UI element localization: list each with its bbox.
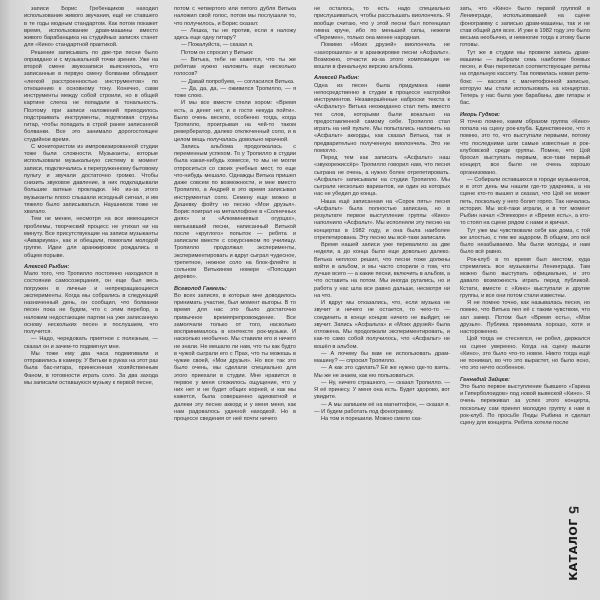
paragraph: Тем не менее, несмотря на все имеющиеся проблемы, творческий процесс не утихал ни на минуту. Все присутствующие на записи музыканты «Аквариума», как и обещали, помогали молодой группе. Идеи для аранжировок рождались в общем порыве. [24, 216, 158, 259]
paragraph: — А как это сделать? Её же нужно где-то взять. Мы же не знаем, как ею пользоваться. [314, 365, 450, 379]
paragraph: Перед тем как записать «Асфальт» наш «звукорежиссёр» Тропилло говорил нам, что песня сыграна не очень, а нужно более отрепетировать. «Асфальт» записывали на студии Тропилло. Мы сыграли несколько вариантов, ни один из которых нас не убедил до конца. [314, 155, 450, 198]
text-column-1 [24, 6, 158, 594]
paragraph: — Давай попробуем, — согласился Витька. [181, 78, 295, 85]
paragraph: Мы тоже ему два часа подмигивали и отправились в камеру. У Витьки в руках на этот раз была бас-гитара, принесенная хозяйственным Фаном, в готовности играть соло. За два захода мы записали оставшуюся музыку к первой песне, [24, 350, 158, 386]
paragraph: — Собирали оставшихся в городе музыкантов, и в этот день мы нашли где-то ударника, а на сцене кто-то вышел и сказал, что Цой не может петь, поскольку у него болит горло. Так началась история. Мы всё-таки играли, и в тот момент Рыбин начал «Элеккоре» и «Время есть», а кто-то стоял на сцене рядом с нами и кричал. [460, 176, 590, 227]
paragraph: Я точно помню, каким образом группа «Кино» попала на сцену рок-клуба. Единственное, что я помню, это то, что выступали первыми, потому что последними шли самые известные в рок-клубовской среде группы. Помню, что Цой бросил выступать первым, все-таки первый концерт, все было не очень хорошо организовано. [460, 118, 590, 176]
paragraph: — А почему бы вам не использовать драм-машину? — спросил Тропилло. [314, 350, 450, 364]
paragraph: — Пожалуйста, — сказал я. [181, 42, 254, 49]
text-column-3 [314, 6, 450, 594]
paragraph: Запись альбома продолжалась с переменным успехом. То у Тропилло в студии была какая-нибудь хомессе, то мы не могли отпроситься со своих учебных мест, то еще что-нибудь мешало. Однажды Витька пришел даже совсем по возможности, и мне вместо Тропилло, а Андрей в это время записывал инструментал соло. Семену еще можно в Дешевку фойту но песню «Мои друзья». Борис поиграл на металлофоне в «Солнечных днях» и «Алюминиевых огурцах», мелькавший песни, написанный Витькой после «круглого» попыток — ребята и записали вместе с сокурсником по училищу. Тропилло продолжал эксперименты, экспериментировать и вдруг сыграл чудесное, трепетное, нежное соло на блок-флейте в сольном Витькином номере «Попсадил дерево». [174, 143, 296, 281]
paragraph: зать, что «Кино» было первой группой в Ленинграде, использовавшей на сцене фонограмму с записью драм-машины, так и не став общей для всех. И уже в 1982 году это было весьма необычно, и немногие тогда к этому были готовы. [460, 6, 590, 49]
text-column-2 [174, 6, 296, 594]
speaker-name: Геннадий Зайцев: [460, 376, 510, 383]
paragraph: С монитористом из импровизированной студии тоже были сложности. Музыканты, которые использовали музыкальную систему в момент записи, подключались к перегруженному бытовому пульту и звучали достаточно громко. Чтобы снизить звуковое давление, в них подкладывали большие ватные прокладки. Но из-за этого музыканты плохо слышали исходный сигнал, и им тяжело было записываться. Наушников тоже не хватало. [24, 143, 158, 215]
paragraph: И мы все вместе спели хором: «Время есть, а денег нет, и в гости некуда пойти». Было очень весело, особенно тогда, когда Тропилло, проигрывая на чей-то таком ревербератор, далеко отключенный соло, и в целом вещь получалась довольно мрачной. [174, 100, 296, 143]
paragraph: — Да, да, да, — оживился Тропилло, — я тоже слою. [174, 85, 296, 99]
paragraph: — Надо, чередовать приятное с полезным, — сказал он и зачем-то подмигнул мне. [24, 336, 158, 350]
brand-logo [550, 517, 596, 581]
paragraph: Решение записывать по две-три песни было оправдано и с музыкальной точки зрения. Уже на второй смене звукозаписи выяснилось, что записанные в первую смену болванки обладают «легкой расстроенностью инструментов» по отношению к основному тону. Конечно, сами инструменты между собой строили, но в общей картине слегка не попадали в тональность. Поэтому при записи наложений приходилось подстраивать инструменты, подтягивая струны гитар, чтобы попадать в строй ранее записанной болванки. Все это занимало дорогостоящее студийное время. [24, 49, 158, 143]
brand-logo-text: КАТАЛОГ [566, 517, 580, 581]
paragraph: Цой тогда не стеснялся, не робел, держался на сцене уверенно. Когда на сцену вышли «Кино», это было что-то новое. Никто тогда ещё не понимал, во что это вырастет, но было ясно, что это нечто особенное. [460, 336, 590, 372]
page-fold-shadow [0, 0, 12, 600]
paragraph: Наша ещё записанная на «Сорок пять» песня «Асфальт» была полностью записана, но в результате первое выступление группы «Кино» наполнило «Асфальт». Мы исполняли эту песню на концертах в 1982 году, и она была наиболее отрепетирована. Эту песню мы всё-таки записали. [314, 198, 450, 241]
paragraph: Потом он спросил у Витьки: [181, 49, 254, 56]
paragraph: Тут уже мы чувствовали себя как дома, с той же злостью, с тем же задором. В общем, это всё было незабываемо. Мы были молоды, и нам было всё равно. [460, 227, 590, 256]
paragraph: Мало того, что Тропилло постоянно находился в состоянии самосозерцания, он еще был весь погружен в личные и непрекращающиеся эксперименты. Когда мы собрались в следующий назначенный день, он сообщил, что болванки песен пока не будем, что с этим перебор, а наложим недостающие партии на уже записанную основу нескольких песен и послушаем, что получится. [24, 271, 158, 335]
paragraph: Время нашей записи уже перевалило за две недели, а до конца было еще довольно далеко. Витька неплохо решил, что песни тоже должны войти в альбом, и мы часто спорили о том, что лучше всего — а какие песни, включить в альбом, а что оставить на потом. Мы иногда ругались, но и работа у нас шла все равно дальше, несмотря ни на что. [314, 242, 450, 299]
paragraph: потом с четвертого или пятого дубля Витька наложил свой голос, потом мы послушали то, что получилось, и Борис сказал: [174, 6, 296, 27]
paragraph: Помимо «Моих друзей» виолончель не «захорошила» и в аранжировке песни «Асфальт». Возможно, отчасти из-за этого композиции не вошли в финальную версию альбома. [314, 42, 450, 70]
paragraph: И вдруг мы отказались, что, если музыка не звучит и ничего не остается, то чего-то — соединить в конце концов ничего не выйдет, не звучит. Запись «Асфальта» и «Моих друзей» была отложена. Мы продолжали экспериментировать, и как-то само собой получилось, что «Асфальт» не вошёл в альбом. [314, 300, 450, 350]
paragraph: записи Борис Гребенщиков находил использование живого звучания, ещё не ставшего в те годы модным стандартом. Как потом покажет время, использование драм-машины вместо живого барабанщика на студийных записях станет для «Кино» стандартной практикой. [24, 6, 158, 49]
page-number: 5 [566, 506, 582, 514]
paragraph: Рок-клуб в то время был местом, куда стремились все музыканты Ленинграда. Там можно было выступать официально, и это давало возможность играть перед публикой. Кстати, вместе с «Кино» выступали и другие группы, и все они потом стали известны. [460, 256, 590, 299]
paragraph: Тут же в студии мы провели запись драм-машины — выбрали семь наиболее боевых песен, и Фан переписал соответствующие ритмы на отдельную кассету. Так появилась новая ритм-бокс — кассета с магнитофонной записью, которую мы стали использовать на концертах. Теперь у нас была уже барабаны, две гитары и бас. [460, 49, 590, 107]
paragraph: Одна из песен была придумана нами непосредственно в студии в процессе настройки инструментов. Незавершённые наброски текста к «Асфальту» Витька неожиданно стал петь вместо тех слов, которыми были вокально на предоставленной самому себе. Тропилло стал играть на ней пульте. Мы попытались наложить на «Асфальт» аккорды, как сказал Витька, так и предварительно полученную виолончель. Это не помогло. [314, 82, 450, 154]
speaker-name: Всеволод Гаккель: [174, 285, 227, 292]
paragraph: На том и порешили. Можно смело ска- [321, 416, 423, 422]
speaker-name: Алексей Рыбин: [314, 75, 360, 82]
speaker-name: Алексей Рыбин: [24, 263, 70, 270]
paragraph: не осталось, то есть надо специально прислушиваться, чтобы расслышать виолончель. Я вообще считаю, что у этой песни был потенциал гимна круче, ибо по меньшей силы, нежели «Перемен», только она менее народная. [314, 6, 450, 41]
paragraph: — Витька, тебе не кажется, что ты же ребятам нужно наложить еще несколько голосов? [174, 56, 296, 78]
paragraph: — Ну, ничего страшного, — сказал Тропилло. — Я её принесу. У меня она есть. Будет здорово, вот увидите. [314, 379, 450, 401]
paragraph: — А мы запишем её на магнитофон, — сказал я. — И будем работать под фонограмму. [314, 401, 450, 415]
paragraph: — Лешка, ты не против, если я наложу здесь еще одну гитару? [174, 27, 296, 41]
paragraph: Я не помню точно, как называлась песня, но помню, что Витька пел её с таким чувством, что зал замер. Потом был «Время есть», «Мои друзья». Публика принимала хорошо, хотя и настороженно. [460, 300, 590, 335]
paragraph: Это было первое выступление бывшего «Гарина и Гиперболоидов» под новой вывеской «Кино». Я очень переживал за успех этого концерта, поскольку сам принял молодую группу к нам в рок-клуб. По просьбе Люды Рыбина я сделал сцену для концерта. Ребята хотели после [460, 383, 590, 426]
paragraph: Во всех записях, в которых мне доводилось принимать участие, был момент выгоры. В то время для нас это было достаточно привычное времяпрепровождение. Все замолчали только от того, насколько воспринималось в контексте рок-музыки. И насколько необычно. Мы ставили его и ничего не знали. Не мешало ли нам, что ты как будто в чужой сыграли его с Прах, что ты можешь в чужие своей, «Мои друзья». Но все так это было очень, мы сделали специально для этого приехали в студии. Мне нравится в первое у меня сложилось ощущение, что у них нет и не будет общих корней, и как мы кажется, была совершенно адекватной и далеки эту песню аккорд и у меня меня, как нам радовалось удачной находкой. Но в процессе сведения от неё почти ничего [174, 292, 296, 422]
speaker-name: Игорь Гудков: [460, 111, 500, 118]
